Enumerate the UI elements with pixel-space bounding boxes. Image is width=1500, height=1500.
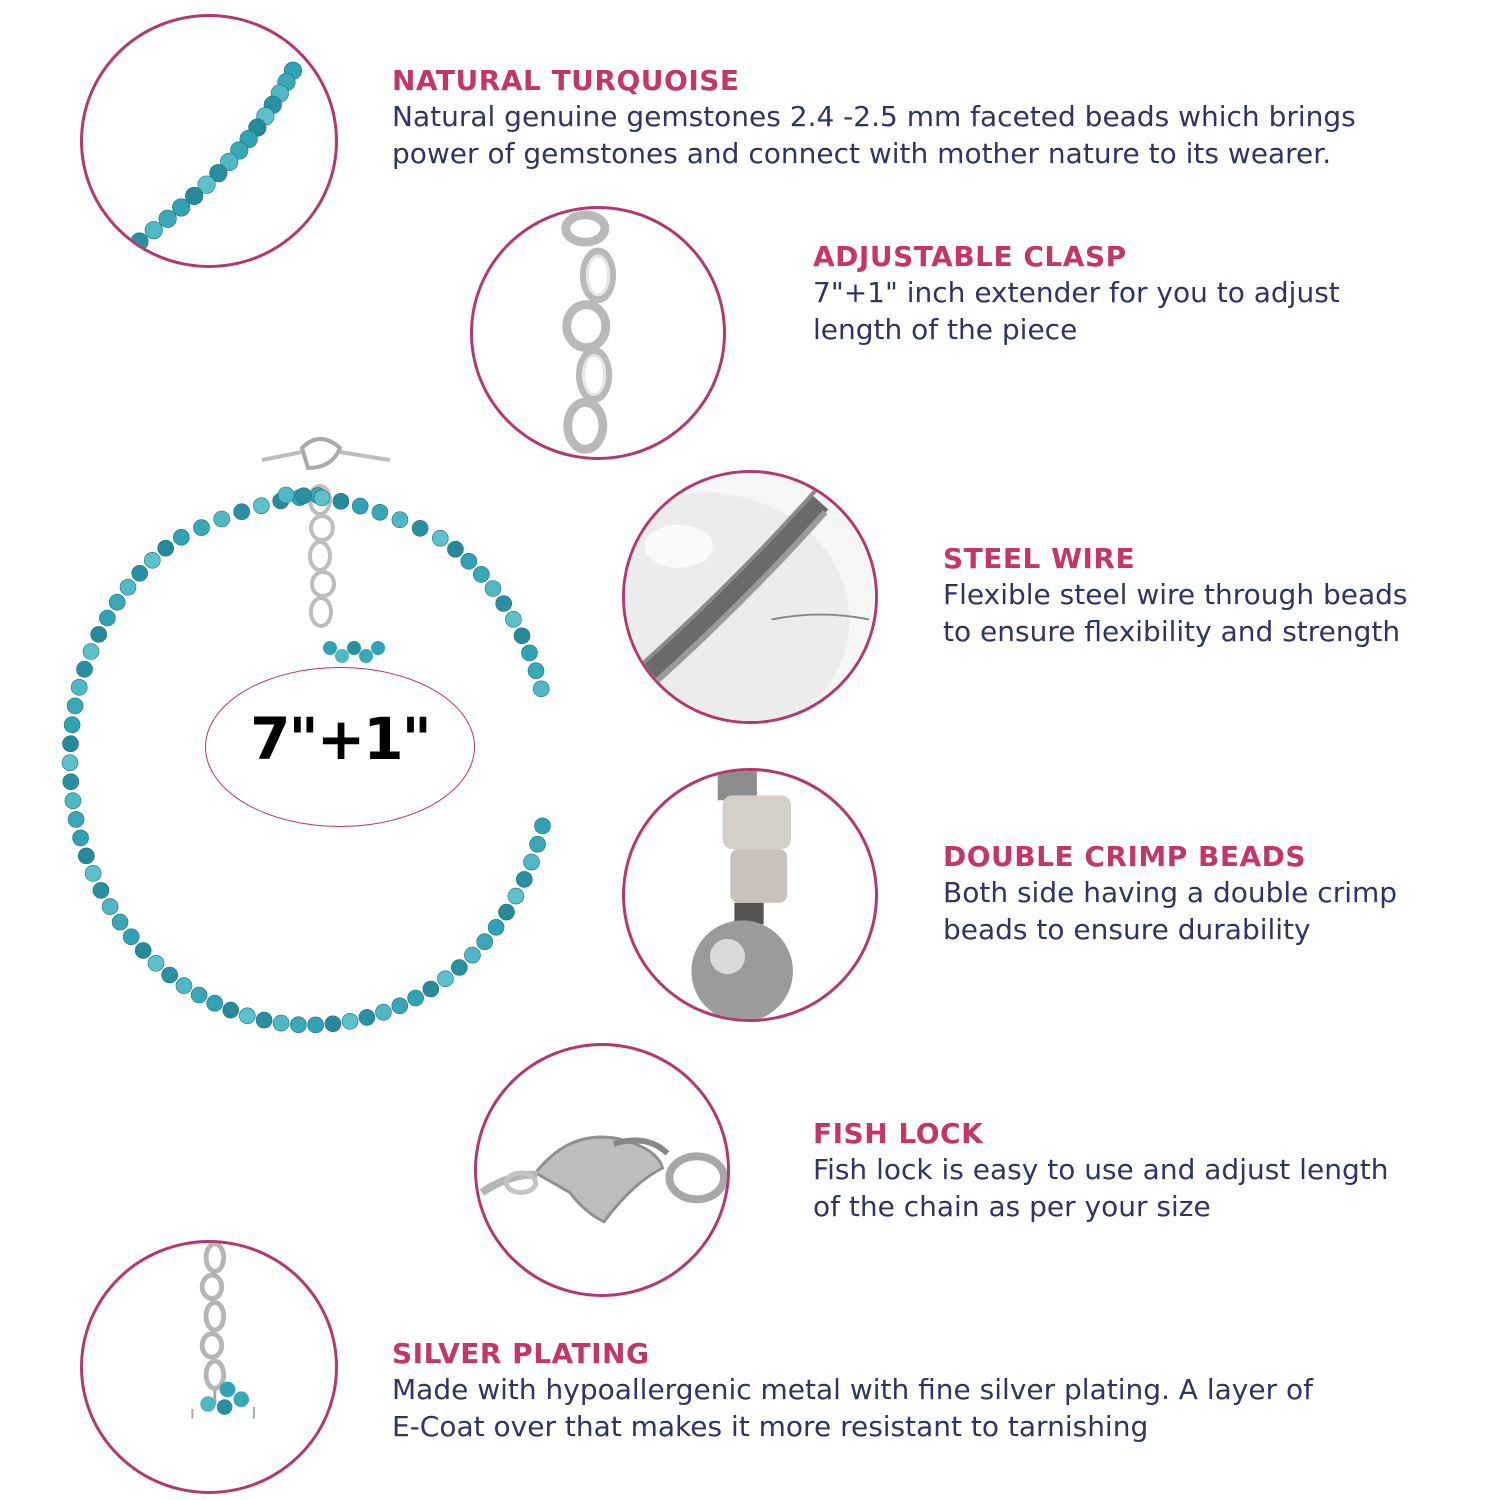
feature-desc-line: power of gemstones and connect with mother nature to its wearer.: [392, 137, 1332, 170]
feature-desc-line: Natural genuine gemstones 2.4 -2.5 mm faceted beads which brings: [392, 100, 1356, 133]
fish-lock-closeup: [474, 1043, 730, 1297]
turquoise-beads-closeup: [80, 14, 338, 268]
feature-silver-plating: [392, 1337, 1313, 1445]
feature-desc-line: Fish lock is easy to use and adjust length: [813, 1153, 1389, 1186]
feature-title: SILVER PLATING: [392, 1337, 650, 1370]
feature-title: FISH LOCK: [813, 1117, 984, 1150]
feature-title: DOUBLE CRIMP BEADS: [943, 840, 1307, 873]
steel-wire-closeup: [622, 470, 878, 724]
feature-title: ADJUSTABLE CLASP: [813, 240, 1127, 273]
silver-plating-closeup: [80, 1240, 338, 1494]
feature-steel-wire: [943, 542, 1408, 650]
feature-desc-line: beads to ensure durability: [943, 913, 1311, 946]
feature-desc-line: of the chain as per your size: [813, 1190, 1211, 1223]
feature-desc-line: 7"+1" inch extender for you to adjust: [813, 276, 1340, 309]
feature-title: STEEL WIRE: [943, 542, 1136, 575]
size-label: 7"+1": [250, 705, 430, 773]
feature-title: NATURAL TURQUOISE: [392, 64, 740, 97]
feature-desc-line: Made with hypoallergenic metal with fine silver plating. A layer of: [392, 1373, 1313, 1406]
feature-desc-line: to ensure flexibility and strength: [943, 615, 1401, 648]
feature-desc-line: length of the piece: [813, 313, 1078, 346]
crimp-beads-closeup: [622, 768, 878, 1022]
feature-adjustable-clasp: [813, 240, 1340, 348]
feature-natural-turquoise: [392, 64, 1356, 172]
feature-fish-lock: [813, 1117, 1388, 1225]
feature-desc-line: Flexible steel wire through beads: [943, 578, 1408, 611]
feature-desc-line: E-Coat over that makes it more resistant to tarnishing: [392, 1410, 1149, 1443]
feature-double-crimp-beads: [943, 840, 1397, 948]
feature-desc-line: Both side having a double crimp: [943, 876, 1398, 909]
